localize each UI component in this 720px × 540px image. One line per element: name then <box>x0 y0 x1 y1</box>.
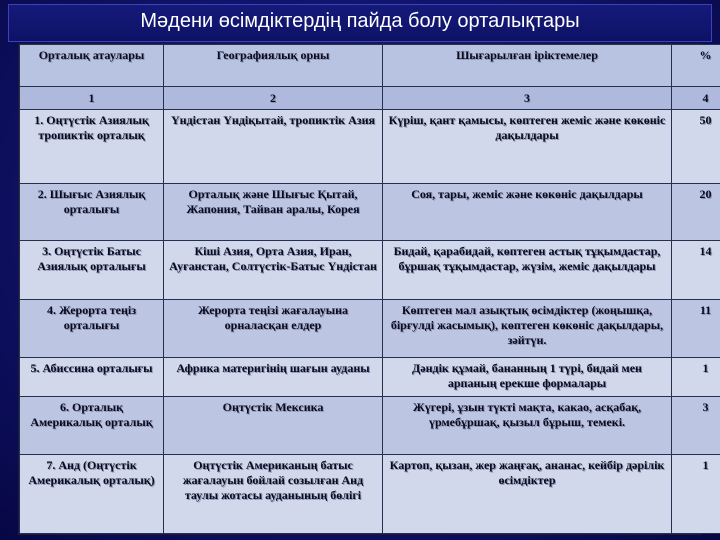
crop-list: Картоп, қызан, жер жаңғақ, ананас, кейбір дәрілік өсімдіктер <box>383 455 672 534</box>
table-header-row <box>20 45 720 87</box>
crop-list: Жүгері, ұзын түкті мақта, какао, асқабақ, үрмебұршақ, қызыл бұрыш, темекі. <box>383 396 672 455</box>
geographic-location: Африка материгінің шағын ауданы <box>164 358 383 396</box>
column-number: 4 <box>672 87 720 109</box>
crop-list: Көптеген мал азықтық өсімдіктер (жоңышқа, бірғулді жасымық), көптеген көкөніс дақылдары, зәйтүн. <box>383 299 672 358</box>
table-row <box>20 396 720 455</box>
slide-title: Мәдени өсімдіктердің пайда болу орталықтары <box>140 10 580 32</box>
percent-value: 1 <box>672 455 720 534</box>
center-name: 2. Шығыс Азиялық орталығы <box>20 184 164 241</box>
crop-list: Соя, тары, жеміс және көкөніс дақылдары <box>383 184 672 241</box>
center-name: 5. Абиссина орталығы <box>20 358 164 396</box>
percent-value: 50 <box>672 109 720 184</box>
geographic-location: Оңтүстік Американың батыс жағалауын бойлай созылған Анд таулы жотасы ауданының бөлігі <box>164 455 383 534</box>
percent-value: 14 <box>672 240 720 299</box>
crop-list: Күріш, қант қамысы, көптеген жеміс және көкөніс дақылдары <box>383 109 672 184</box>
geographic-location: Оңтүстік Мексика <box>164 396 383 455</box>
origin-centers-table <box>19 44 720 534</box>
center-name: 1. Оңтүстік Азиялық тропиктік орталық <box>20 109 164 184</box>
geographic-location: Орталық және Шығыс Қытай, Жапония, Тайван аралы, Корея <box>164 184 383 241</box>
column-number: 2 <box>164 87 383 109</box>
center-name: 7. Анд (Оңтүстік Америкалық орталық) <box>20 455 164 534</box>
crop-list: Бидай, қарабидай, көптеген астық тұқымдастар, бұршақ тұқымдастар, жүзім, жеміс дақылдары <box>383 240 672 299</box>
table-row <box>20 455 720 534</box>
center-name: 3. Оңтүстік Батыс Азиялық орталығы <box>20 240 164 299</box>
percent-value: 11 <box>672 299 720 358</box>
percent-value: 3 <box>672 396 720 455</box>
table-row <box>20 240 720 299</box>
table-row <box>20 184 720 241</box>
percent-value: 1 <box>672 358 720 396</box>
center-name: 4. Жерорта теңіз орталығы <box>20 299 164 358</box>
header-percent: % <box>672 45 720 87</box>
column-number: 1 <box>20 87 164 109</box>
column-number: 3 <box>383 87 672 109</box>
percent-value: 20 <box>672 184 720 241</box>
table-row <box>20 109 720 184</box>
header-center: Орталық атаулары <box>20 45 164 87</box>
table-row <box>20 299 720 358</box>
header-location: Географиялық орны <box>164 45 383 87</box>
crop-list: Дәндік құмай, бананның 1 түрі, бидай мен арпаның ерекше формалары <box>383 358 672 396</box>
column-number-row <box>20 87 720 109</box>
geographic-location: Жерорта теңізі жағалауына орналасқан елдер <box>164 299 383 358</box>
geographic-location: Үндістан Үндіқытай, тропиктік Азия <box>164 109 383 184</box>
table-container <box>18 43 712 535</box>
header-crops: Шығарылған іріктемелер <box>383 45 672 87</box>
geographic-location: Кіші Азия, Орта Азия, Иран, Ауғанстан, Солтүстік-Батыс Үндістан <box>164 240 383 299</box>
center-name: 6. Орталық Америкалық орталық <box>20 396 164 455</box>
table-row <box>20 358 720 396</box>
